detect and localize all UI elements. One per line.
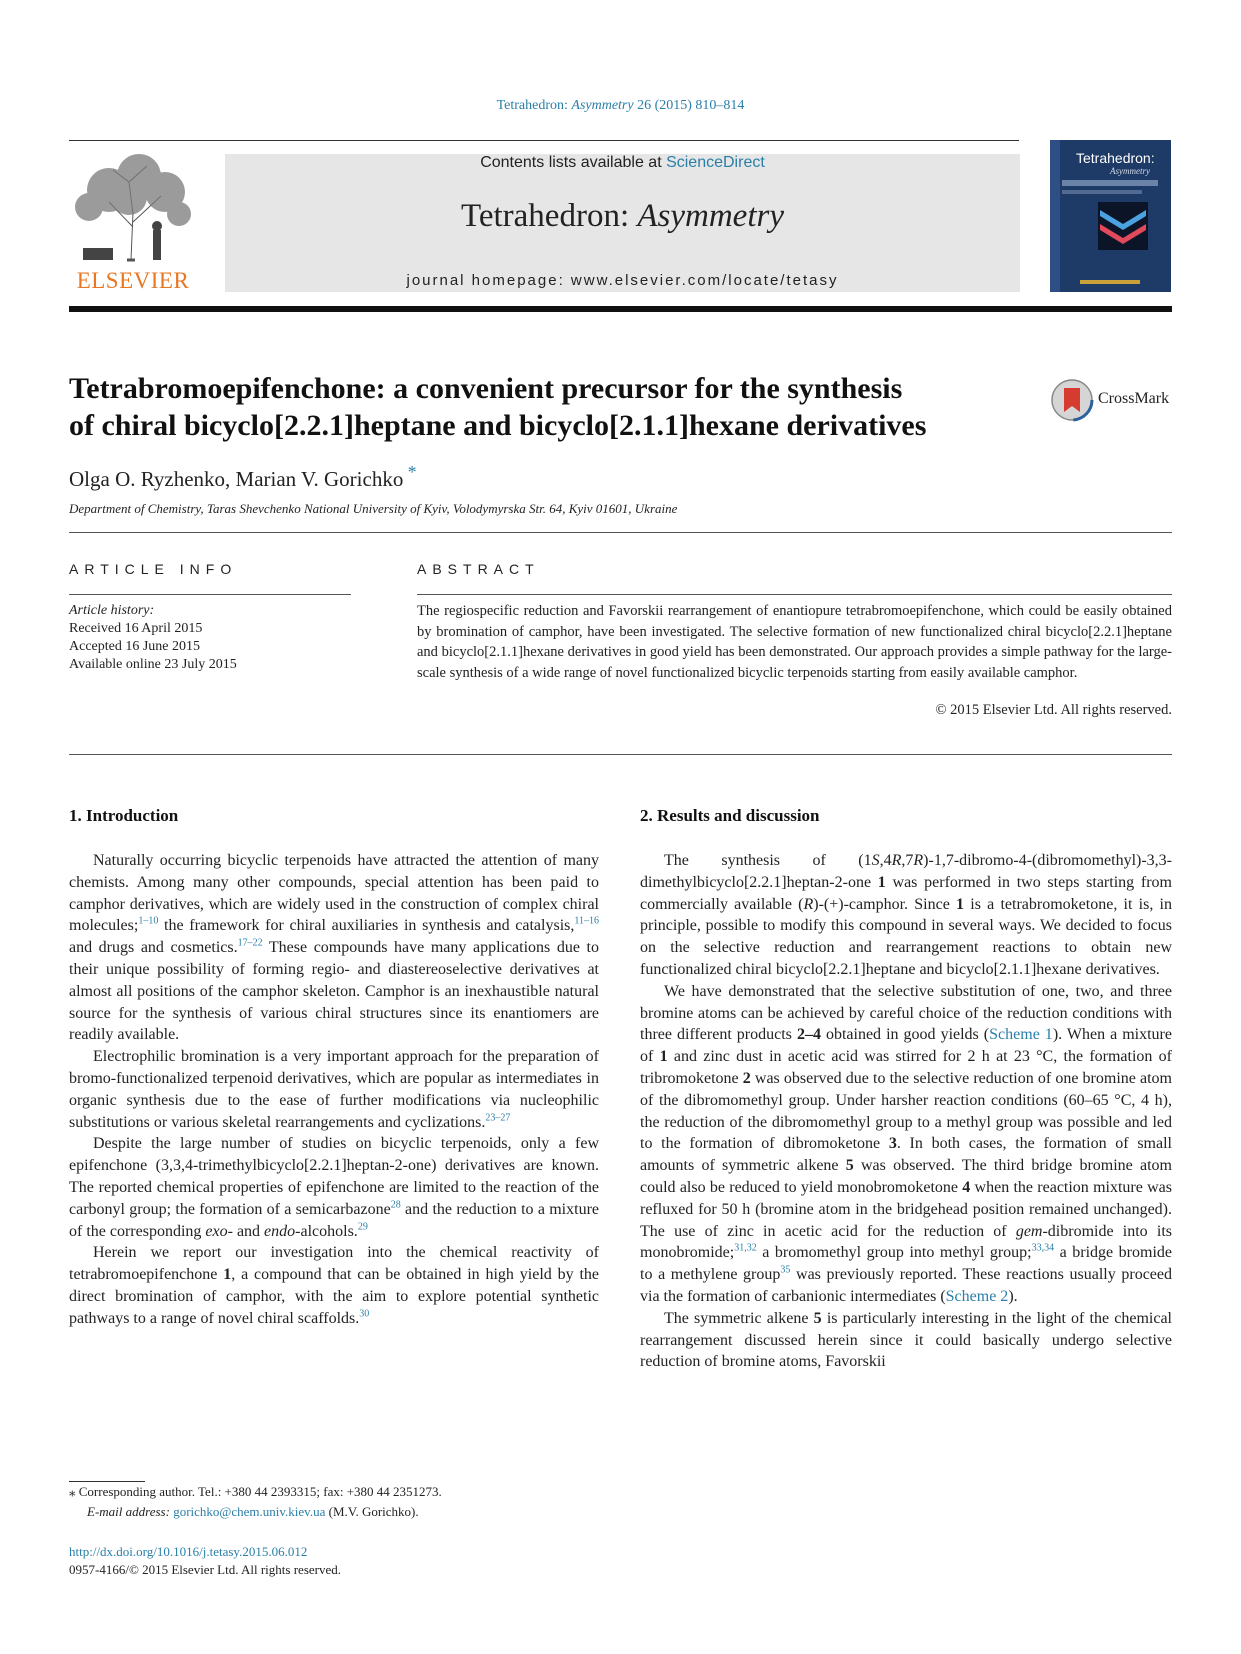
article-history <box>69 602 237 674</box>
compound-number: 2 <box>742 1069 751 1087</box>
citation-journal-italic: Asymmetry <box>571 98 634 113</box>
results-p2-text: when the reaction mixture was refluxed for 50 h (bromine atom in the bridgehead position remained unchanged). The use of zinc in acetic acid for the reduction of <box>640 1178 1173 1240</box>
compound-number: 5 <box>845 1157 854 1175</box>
sciencedirect-link[interactable]: ScienceDirect <box>666 154 765 171</box>
footnote-contact: ⁎ Corresponding author. Tel.: +380 44 2393315; fax: +380 44 2351273. <box>69 1484 442 1499</box>
results-p2-text: ). <box>1008 1287 1018 1305</box>
ref-link[interactable]: 11–16 <box>574 916 599 928</box>
body-rule <box>69 754 1172 755</box>
results-p1-text: was performed in two steps starting from commercially available ( <box>640 873 1172 913</box>
abstract-text: The regiospecific reduction and Favorskii rearrangement of enantiopure tetrabromoepifenchone, which could be easily obtained by bromination of camphor, have been investigated. The selective formation of new functionalized chiral bicyclo[2.2.1]heptane and bicyclo[2.1.1]hexane derivatives in good yield has been demonstrated. Our approach provides a simple pathway for the large-scale synthesis of a wide range of novel functionalized bicyclic terpenoids starting from easily available camphor. <box>417 603 1172 681</box>
compound-number: 3 <box>888 1135 897 1153</box>
header-rule <box>69 140 1019 141</box>
intro-p3-text-f: -alcohols. <box>295 1222 358 1240</box>
citation-details: 26 (2015) 810–814 <box>633 98 745 113</box>
results-p2-text: a bridge bromide to a methylene group <box>640 1244 1173 1284</box>
compound-number: 1 <box>956 895 965 913</box>
stereo-label: R <box>803 895 814 913</box>
article-info-heading: ARTICLE INFO <box>69 561 238 577</box>
results-p2-text: obtained in good yields ( <box>820 1026 990 1044</box>
results-p2-text: was observed. The third bridge bromine atom could also be reduced to yield monobromoketone <box>640 1157 1172 1196</box>
article-title-line-2: of chiral bicyclo[2.2.1]heptane and bicyclo[2.1.1]hexane derivatives <box>69 409 927 442</box>
ref-link[interactable]: 17–22 <box>237 937 263 949</box>
compound-number: 4 <box>962 1178 971 1196</box>
corresponding-author-mark[interactable]: * <box>403 462 417 482</box>
results-p1-text: )-1,7-dibromo-4-(dibromomethyl)-3,3-dimethylbicyclo[2.2.1]heptan-2-one <box>640 852 1172 891</box>
results-p1-text: )-(+)-camphor. Since <box>813 895 957 913</box>
email-suffix: (M.V. Gorichko). <box>325 1504 419 1519</box>
intro-p1-text-d: These compounds have many applications due to their unique possibility of forming regio- and diastereoselective derivatives at almost all positions of the camphor skeleton. Camphor is an inexhaustible natural source for the synthesis of various chiral structures since its enantiomers are readily available. <box>69 939 599 1044</box>
author-list <box>69 462 416 492</box>
compound-number: 2–4 <box>796 1026 821 1044</box>
intro-paragraph-4 <box>69 1242 599 1329</box>
results-heading: 2. Results and discussion <box>640 806 820 825</box>
history-label: Article history: <box>69 603 155 618</box>
corresponding-author-footnote <box>69 1482 442 1522</box>
article-info-rule <box>69 594 351 595</box>
journal-title <box>225 198 1020 235</box>
intro-paragraph-2 <box>69 1046 599 1133</box>
journal-cover-thumbnail[interactable] <box>1050 140 1171 292</box>
intro-p3-text-b: and the reduction to a mixture of the corresponding <box>69 1200 600 1240</box>
abstract-rule <box>417 594 1172 595</box>
abstract-copyright: © 2015 Elsevier Ltd. All rights reserved. <box>935 702 1172 718</box>
ref-link[interactable]: 29 <box>357 1221 368 1233</box>
ref-link[interactable]: 1–10 <box>138 916 159 928</box>
intro-p2-text: Electrophilic bromination is a very important approach for the preparation of bromo-functionalized terpenoid derivatives, which are popular as intermediates in organic synthesis due to the ease of further modifications via nucleophilic substitutions or various skeletal rearrangements and cyclizations. <box>69 1048 599 1131</box>
stereo-label: S <box>871 852 880 869</box>
crossmark-label: CrossMark <box>1098 390 1170 407</box>
header-thick-rule <box>69 306 1172 312</box>
intro-p4-text-a: Herein we report our investigation into the chemical reactivity of tetrabromoepifenchone <box>69 1244 599 1284</box>
ref-link[interactable]: 31,32 <box>734 1243 757 1255</box>
intro-p1-text-b: the framework for chiral auxiliaries in synthesis and catalysis, <box>158 917 575 935</box>
results-p2-text: was previously reported. These reactions usually proceed via the formation of carbanionic intermediates ( <box>640 1266 1173 1305</box>
intro-p3-endo: endo <box>264 1222 296 1240</box>
elsevier-wordmark: ELSEVIER <box>76 268 190 293</box>
affiliation-rule <box>69 532 1172 533</box>
journal-title-italic: Asymmetry <box>637 198 784 234</box>
received-date: Received 16 April 2015 <box>69 621 203 636</box>
intro-paragraph-3 <box>69 1133 599 1242</box>
contents-line <box>225 154 1020 172</box>
email-link[interactable]: gorichko@chem.univ.kiev.ua <box>173 1504 326 1519</box>
elsevier-tree-icon <box>69 152 197 264</box>
intro-paragraph-1 <box>69 850 599 1046</box>
email-label: E-mail address: <box>87 1504 174 1519</box>
intro-p3-exo: exo <box>205 1222 228 1240</box>
results-p1-text: ,7 <box>901 852 914 869</box>
intro-p1-text-a: Naturally occurring bicyclic terpenoids have attracted the attention of many chemists. Among many other compounds, special attention has been paid to camphor derivatives, which are widely used in the construction of complex chiral molecules; <box>69 852 599 935</box>
compound-number: 1 <box>659 1048 668 1066</box>
footnote-email-line <box>69 1502 442 1522</box>
journal-banner <box>225 154 1020 292</box>
results-p1-text: The synthesis of (1 <box>664 852 872 869</box>
citation-journal: Tetrahedron: <box>496 98 572 113</box>
compound-number: 5 <box>813 1309 822 1327</box>
results-p2-text: and zinc dust in acetic acid was stirred for 2 h at 23 °C, the formation of tribromoketone <box>640 1048 1173 1087</box>
accepted-date: Accepted 16 June 2015 <box>69 639 201 654</box>
article-identifiers <box>69 1543 341 1579</box>
article-title <box>69 370 1029 444</box>
results-p2-text: a bromomethyl group into methyl group; <box>756 1244 1032 1262</box>
issn-copyright: 0957-4166/© 2015 Elsevier Ltd. All rights reserved. <box>69 1562 341 1577</box>
intro-p3-text-a: Despite the large number of studies on bicyclic terpenoids, only a few epifenchone (3,3,4-trimethylbicyclo[2.2.1]heptan-2-one) derivatives are known. The reported chemical properties of epifenchone are limited to the reaction of the carbonyl group; the formation of a semicarbazone <box>69 1135 599 1218</box>
results-paragraph-1 <box>640 850 1172 981</box>
ref-link[interactable]: 33,34 <box>1031 1243 1055 1255</box>
crossmark-button[interactable] <box>1050 378 1180 422</box>
results-p2-text: . In both cases, the formation of small amounts of symmetric alkene <box>640 1135 1172 1175</box>
ref-link[interactable]: 30 <box>359 1308 370 1320</box>
doi-link[interactable]: http://dx.doi.org/10.1016/j.tetasy.2015.06.012 <box>69 1544 308 1559</box>
compound-number: 1 <box>223 1266 232 1284</box>
abstract-heading: ABSTRACT <box>417 561 540 577</box>
journal-citation <box>0 98 1241 114</box>
intro-p3-text-d: - and <box>227 1222 265 1240</box>
intro-heading: 1. Introduction <box>69 806 179 825</box>
results-p2-text: ). When a mixture of <box>640 1026 1172 1066</box>
affiliation: Department of Chemistry, Taras Shevchenko National University of Kyiv, Volodymyrska Str. 64, Kyiv 01601, Ukraine <box>69 501 678 516</box>
intro-body <box>69 850 599 1330</box>
cover-subtitle: Asymmetry <box>1110 166 1150 176</box>
stereo-label: R <box>913 852 924 869</box>
results-p3-text: is particularly interesting in the light of the chemical rearrangement discussed herein since it could basically undergo selective reduction of bromine atoms, Favorskii <box>640 1309 1172 1371</box>
results-p2-text: We have demonstrated that the selective substitution of one, two, and three bromine atoms can be achieved by careful choice of the reduction conditions with three different products <box>640 982 1172 1044</box>
intro-p4-text-c: , a compound that can be obtained in high yield by the direct bromination of camphor, with the aim to explore potential synthetic pathways to a range of novel chiral scaffolds. <box>69 1266 600 1327</box>
results-p2-text: was observed due to the selective reduction of one bromine atom of the dibromomethyl group. Under harsher reaction conditions (60–65 °C, 4 h), the reduction of the dibromomethyl group to a methyl group was possible and led to the formation of dibromoketone <box>640 1069 1172 1153</box>
scheme-2-link[interactable]: Scheme 2 <box>945 1287 1009 1305</box>
journal-homepage-link[interactable]: journal homepage: www.elsevier.com/locate/tetasy <box>406 272 839 289</box>
article-title-line-1: Tetrabromoepifenchone: a convenient precursor for the synthesis <box>69 372 903 405</box>
results-paragraph-2 <box>640 981 1172 1308</box>
results-p1-text: ,4 <box>879 852 892 869</box>
stereo-label: R <box>891 852 902 869</box>
ref-link[interactable]: 23–27 <box>485 1112 511 1124</box>
gem-prefix: gem <box>1015 1222 1043 1240</box>
compound-number: 1 <box>877 873 886 891</box>
elsevier-logo <box>69 152 197 294</box>
contents-prefix: Contents lists available at <box>480 154 667 171</box>
results-body <box>640 850 1172 1373</box>
scheme-1-link[interactable]: Scheme 1 <box>989 1026 1053 1044</box>
results-p3-text: The symmetric alkene <box>664 1309 814 1327</box>
results-p1-text: is a tetrabromoketone, it is, in principle, possible to modify this compound in several ways. We decided to focus on the selective reduction and rearrangement reactions to obtain new functionalized chiral bicyclo[2.2.1]heptane and bicyclo[2.1.1]hexane derivatives. <box>640 895 1173 978</box>
journal-title-plain: Tetrahedron: <box>461 198 638 234</box>
ref-link[interactable]: 35 <box>780 1264 791 1276</box>
cover-art-icon <box>1050 140 1171 292</box>
cover-title: Tetrahedron: <box>1076 150 1155 166</box>
results-p2-text: -dibromide into its monobromide; <box>640 1222 1172 1262</box>
intro-p1-text-c: and drugs and cosmetics. <box>69 939 238 957</box>
authors-names: Olga O. Ryzhenko, Marian V. Gorichko <box>69 467 404 491</box>
ref-link[interactable]: 28 <box>390 1199 401 1211</box>
results-paragraph-3 <box>640 1308 1172 1373</box>
crossmark-icon <box>1050 378 1094 422</box>
online-date: Available online 23 July 2015 <box>69 657 237 672</box>
